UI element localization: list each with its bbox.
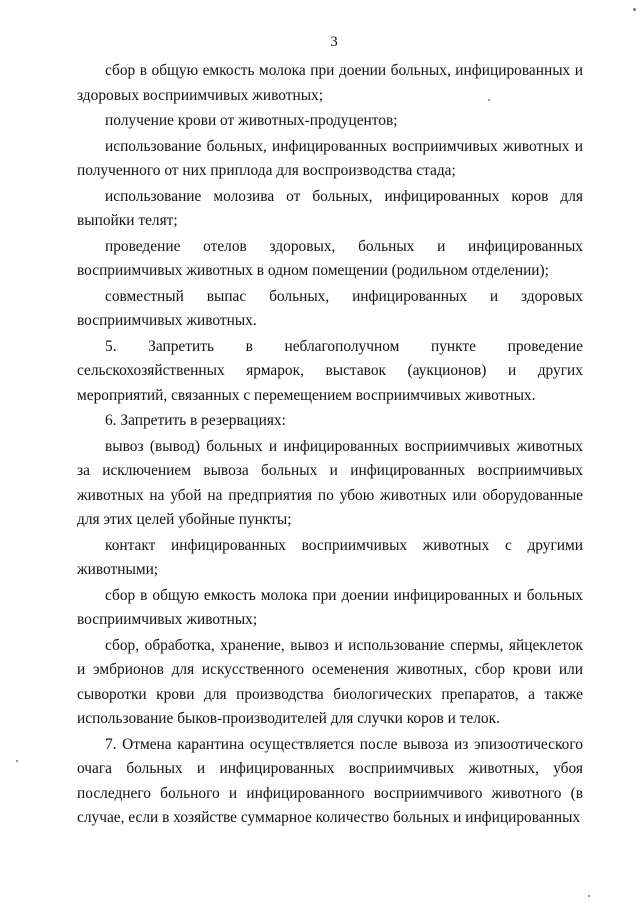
scan-speck [588, 895, 590, 897]
paragraph-item-7: 7. Отмена карантина осуществляется после вывоза из эпизоотического очага больных и инфицированных восприимчивых животных, убоя последнего больного и инфицированного восприимчивого животного (в случае, если в хозяйстве суммарное количество больных и инфицированных [77, 735, 583, 826]
scan-speck [16, 760, 18, 762]
paragraph-contact-ban: контакт инфицированных восприимчивых животных с другими животными; [77, 536, 583, 578]
paragraph-item-5: 5. Запретить в неблагополучном пункте проведение сельскохозяйственных ярмарок, выставок (аукционов) и других мероприятий, связанных с перемещением восприимчивых животных. [77, 337, 583, 404]
paragraph-milk-reservation: сбор в общую емкость молока при доении инфицированных и больных восприимчивых животных; [77, 586, 583, 628]
paragraph-breeding-use: использование больных, инфицированных восприимчивых животных и полученного от них приплода для воспроизводства стада; [77, 137, 583, 179]
paragraph-calving: проведение отелов здоровых, больных и инфицированных восприимчивых животных в одном помещении (родильном отделении); [77, 237, 583, 279]
paragraph-grazing: совместный выпас больных, инфицированных и здоровых восприимчивых животных. [77, 287, 583, 329]
scan-speck [488, 99, 490, 101]
paragraph-item-6: 6. Запретить в резервациях: [105, 412, 286, 429]
document-body [77, 59, 583, 831]
scan-speck [633, 8, 636, 11]
paragraph-blood-collection: получение крови от животных-продуцентов; [105, 112, 398, 129]
paragraph-milk-collection: сбор в общую емкость молока при доении больных, инфицированных и здоровых восприимчивых животных; [77, 62, 583, 104]
paragraph-sperm-embryo: сбор, обработка, хранение, вывоз и использование спермы, яйцеклеток и эмбрионов для искусственного осеменения животных, сбор крови или сыворотки крови для производства биологических препаратов, а также использование быков-производителей для случки коров и телок. [77, 636, 583, 727]
paragraph-colostrum-use: использование молозива от больных, инфицированных коров для выпойки телят; [77, 187, 583, 229]
page-number: 3 [330, 34, 338, 50]
paragraph-export-ban: вывоз (вывод) больных и инфицированных восприимчивых животных за исключением вывоза больных и инфицированных восприимчивых животных на убой на предприятия по убою животных или оборудованные для этих целей убойные пункты; [77, 437, 583, 528]
